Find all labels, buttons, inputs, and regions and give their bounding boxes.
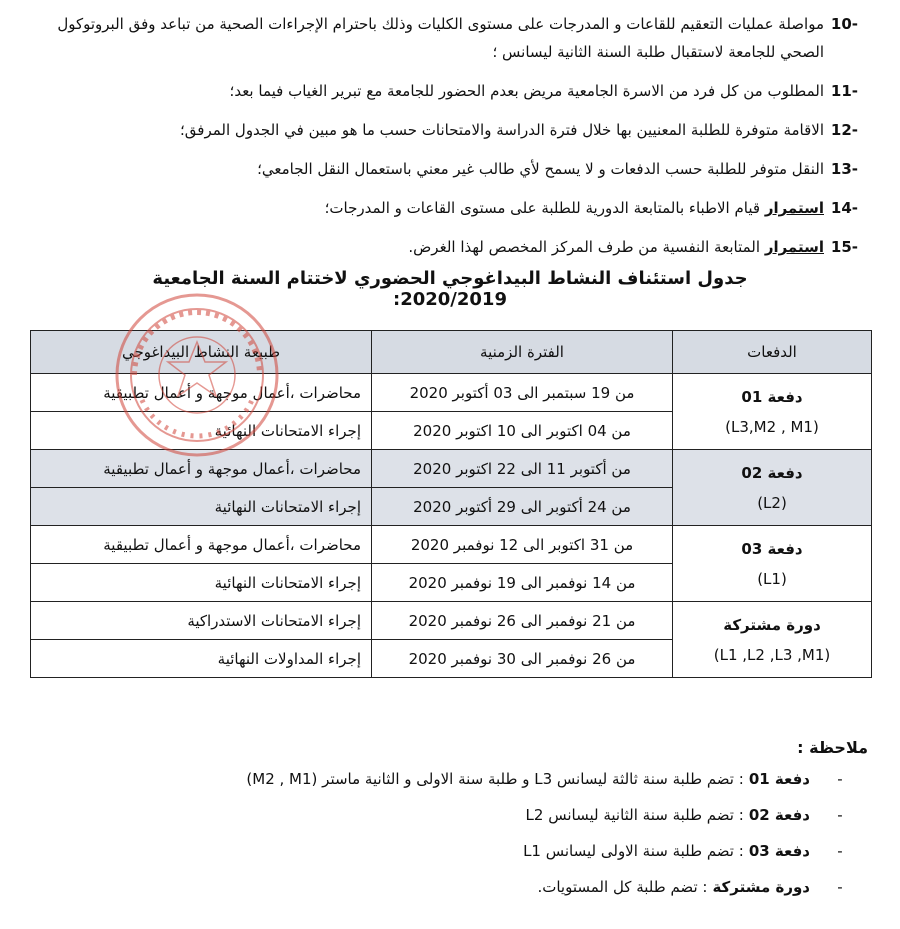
list-item-number: -12 [830, 121, 858, 139]
table-row [31, 450, 872, 488]
list-item-text: المطلوب من كل فرد من الاسرة الجامعية مريض بعدم الحضور للجامعة مع تبرير الغياب فيما بعد؛ [229, 82, 824, 100]
list-item-text [38, 194, 824, 222]
note-item [50, 878, 870, 896]
list-item-number: -15 [830, 238, 858, 256]
list-item [38, 233, 858, 261]
note-item [50, 842, 870, 860]
list-item-number: -11 [830, 82, 858, 100]
list-item-body: قيام الاطباء بالمتابعة الدورية للطلبة على مستوى القاعات و المدرجات؛ [324, 199, 761, 217]
activity-cell: محاضرات ،أعمال موجهة و أعمال تطبيقية [31, 526, 372, 564]
period-cell: من 31 اكتوبر الى 12 نوفمبر 2020 [372, 526, 673, 564]
list-item-number: -10 [830, 15, 858, 33]
batch-cell [673, 450, 872, 526]
activity-cell: محاضرات ،أعمال موجهة و أعمال تطبيقية [31, 450, 372, 488]
table-row [31, 602, 872, 640]
notes-list [50, 770, 870, 914]
batch-levels: (L3,M2 , M1) [725, 417, 819, 436]
list-item-number: -13 [830, 160, 858, 178]
activity-cell: إجراء الامتحانات النهائية [31, 412, 372, 450]
numbered-list [38, 10, 858, 272]
schedule-table [30, 330, 872, 678]
note-bullet: - [837, 770, 843, 788]
period-cell: من 04 اكتوبر الى 10 اكتوبر 2020 [372, 412, 673, 450]
batch-name: دفعة 01 [741, 387, 803, 406]
period-cell: من 19 سبتمبر الى 03 أكتوبر 2020 [372, 374, 673, 412]
table-title: جدول استئناف النشاط البيداغوجي الحضوري لاختتام السنة الجامعية 2020/2019: [152, 268, 748, 310]
note-text: : تضم طلبة سنة الاولى ليسانس L1 [523, 842, 744, 860]
period-cell: من 24 أكتوبر الى 29 أكتوبر 2020 [372, 488, 673, 526]
note-key: دفعة 03 [748, 842, 810, 860]
list-item [38, 194, 858, 222]
table-header-row [31, 331, 872, 374]
batch-levels: (L1 ,L2 ,L3 ,M1) [713, 645, 831, 664]
list-item-text [38, 233, 824, 261]
header-period: الفترة الزمنية [372, 331, 673, 374]
list-item-body: المتابعة النفسية من طرف المركز المخصص لهذا الغرض. [408, 238, 761, 256]
note-text: : تضم طلبة سنة ثالثة ليسانس L3 و طلبة سنة الاولى و الثانية ماستر (M2 , M1) [246, 770, 744, 788]
period-cell: من 14 نوفمبر الى 19 نوفمبر 2020 [372, 564, 673, 602]
list-item-emphasis: استمرار [764, 238, 824, 256]
header-activity: طبيعة النشاط البيداغوجي [31, 331, 372, 374]
note-key: دورة مشتركة [712, 878, 810, 896]
note-item [50, 806, 870, 824]
note-bullet: - [837, 842, 843, 860]
period-cell: من أكتوبر 11 الى 22 اكتوبر 2020 [372, 450, 673, 488]
batch-name: دورة مشتركة [723, 615, 821, 634]
batch-name: دفعة 03 [741, 539, 803, 558]
activity-cell: محاضرات ،أعمال موجهة و أعمال تطبيقية [31, 374, 372, 412]
period-cell: من 21 نوفمبر الى 26 نوفمبر 2020 [372, 602, 673, 640]
list-item [38, 77, 858, 105]
activity-cell: إجراء المداولات النهائية [31, 640, 372, 678]
note-text: : تضم طلبة كل المستويات. [537, 878, 708, 896]
header-batches: الدفعات [673, 331, 872, 374]
note-item [50, 770, 870, 788]
list-item-text: مواصلة عمليات التعقيم للقاعات و المدرجات على مستوى الكليات وذلك باحترام الإجراءات الصحية من تباعد وفق البروتوكول الصحي للجامعة لاستقبال طلبة السنة الثانية ليسانس ؛ [57, 15, 824, 61]
batch-name: دفعة 02 [741, 463, 803, 482]
activity-cell: إجراء الامتحانات النهائية [31, 488, 372, 526]
activity-cell: إجراء الامتحانات النهائية [31, 564, 372, 602]
batch-cell [673, 526, 872, 602]
note-bullet: - [837, 878, 843, 896]
note-text: : تضم طلبة سنة الثانية ليسانس L2 [525, 806, 744, 824]
list-item [38, 116, 858, 144]
notes-heading: ملاحظة : [797, 738, 868, 757]
batch-cell [673, 374, 872, 450]
note-key: دفعة 01 [748, 770, 810, 788]
list-item-text: الاقامة متوفرة للطلبة المعنيين بها خلال فترة الدراسة والامتحانات حسب ما هو مبين في الجدول المرفق؛ [180, 121, 824, 139]
list-item-text: النقل متوفر للطلبة حسب الدفعات و لا يسمح لأي طالب غير معني باستعمال النقل الجامعي؛ [257, 160, 824, 178]
period-cell: من 26 نوفمبر الى 30 نوفمبر 2020 [372, 640, 673, 678]
list-item [38, 10, 858, 66]
batch-cell [673, 602, 872, 678]
list-item-number: -14 [830, 199, 858, 217]
list-item [38, 155, 858, 183]
activity-cell: إجراء الامتحانات الاستدراكية [31, 602, 372, 640]
note-bullet: - [837, 806, 843, 824]
list-item-emphasis: استمرار [764, 199, 824, 217]
batch-levels: (L2) [757, 493, 787, 512]
note-key: دفعة 02 [748, 806, 810, 824]
table-row [31, 374, 872, 412]
batch-levels: (L1) [757, 569, 787, 588]
table-row [31, 526, 872, 564]
